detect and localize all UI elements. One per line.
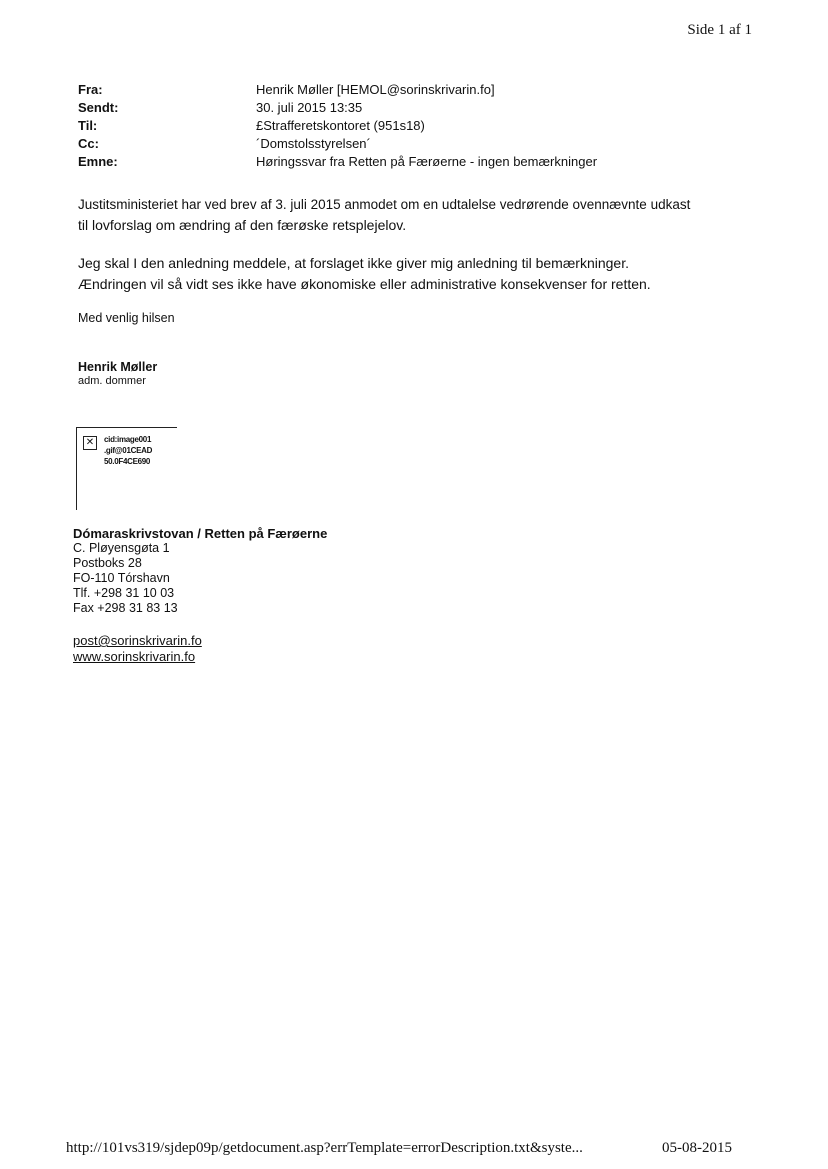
broken-image-placeholder [76,427,177,510]
header-row-subject [78,154,758,172]
address-street: C. Pløyensgøta 1 [73,541,170,555]
email-link[interactable]: post@sorinskrivarin.fo [73,633,202,648]
closing-greeting: Med venlig hilsen [78,311,175,325]
body-paragraph-1 [78,194,778,236]
address-fax: Fax +298 31 83 13 [73,601,178,615]
body-line: Ændringen vil så vidt ses ikke have økonomiske eller administrative konsekvenser for retten. [78,276,651,292]
header-label: Sendt: [78,100,119,115]
header-label: Til: [78,118,98,133]
header-value: 30. juli 2015 13:35 [256,100,363,115]
broken-image-line: .gif@01CEAD [104,446,153,455]
header-row-to [78,118,758,136]
body-paragraph-2 [78,253,778,295]
broken-image-icon: ✕ [83,436,97,450]
signer-title: adm. dommer [78,375,146,387]
footer-date: 05-08-2015 [662,1140,732,1156]
header-label: Emne: [78,154,118,169]
body-line: Justitsministeriet har ved brev af 3. juli 2015 anmodet om en udtalelse vedrørende ovennævnte udkast [78,197,691,212]
page-number: Side 1 af 1 [687,22,752,38]
footer-url: http://101vs319/sjdep09p/getdocument.asp?errTemplate=errorDescription.txt&syste... [66,1140,583,1156]
body-line: til lovforslag om ændring af den færøske retsplejelov. [78,217,407,233]
address-phone: Tlf. +298 31 10 03 [73,586,175,600]
body-line: Jeg skal I den anledning meddele, at forslaget ikke giver mig anledning til bemærkninger. [78,255,629,271]
header-label: Fra: [78,82,103,97]
signer-name: Henrik Møller [78,360,158,374]
broken-image-line: cid:image001 [104,435,152,444]
organization-name: Dómaraskrivstovan / Retten på Færøerne [73,526,328,541]
header-row-from [78,82,758,100]
address-postbox: Postboks 28 [73,556,142,570]
address-city: FO-110 Tórshavn [73,571,170,585]
header-value: Henrik Møller [HEMOL@sorinskrivarin.fo] [256,82,495,97]
website-link[interactable]: www.sorinskrivarin.fo [73,649,196,664]
header-value: £Strafferetskontoret (951s18) [256,118,425,133]
header-value: Høringssvar fra Retten på Færøerne - ingen bemærkninger [256,154,598,169]
header-row-sent [78,100,758,118]
broken-image-line: 50.0F4CE690 [104,457,151,466]
header-value: ´Domstolsstyrelsen´ [256,136,371,151]
header-row-cc [78,136,758,154]
broken-image-caption [104,434,152,467]
header-label: Cc: [78,136,99,151]
